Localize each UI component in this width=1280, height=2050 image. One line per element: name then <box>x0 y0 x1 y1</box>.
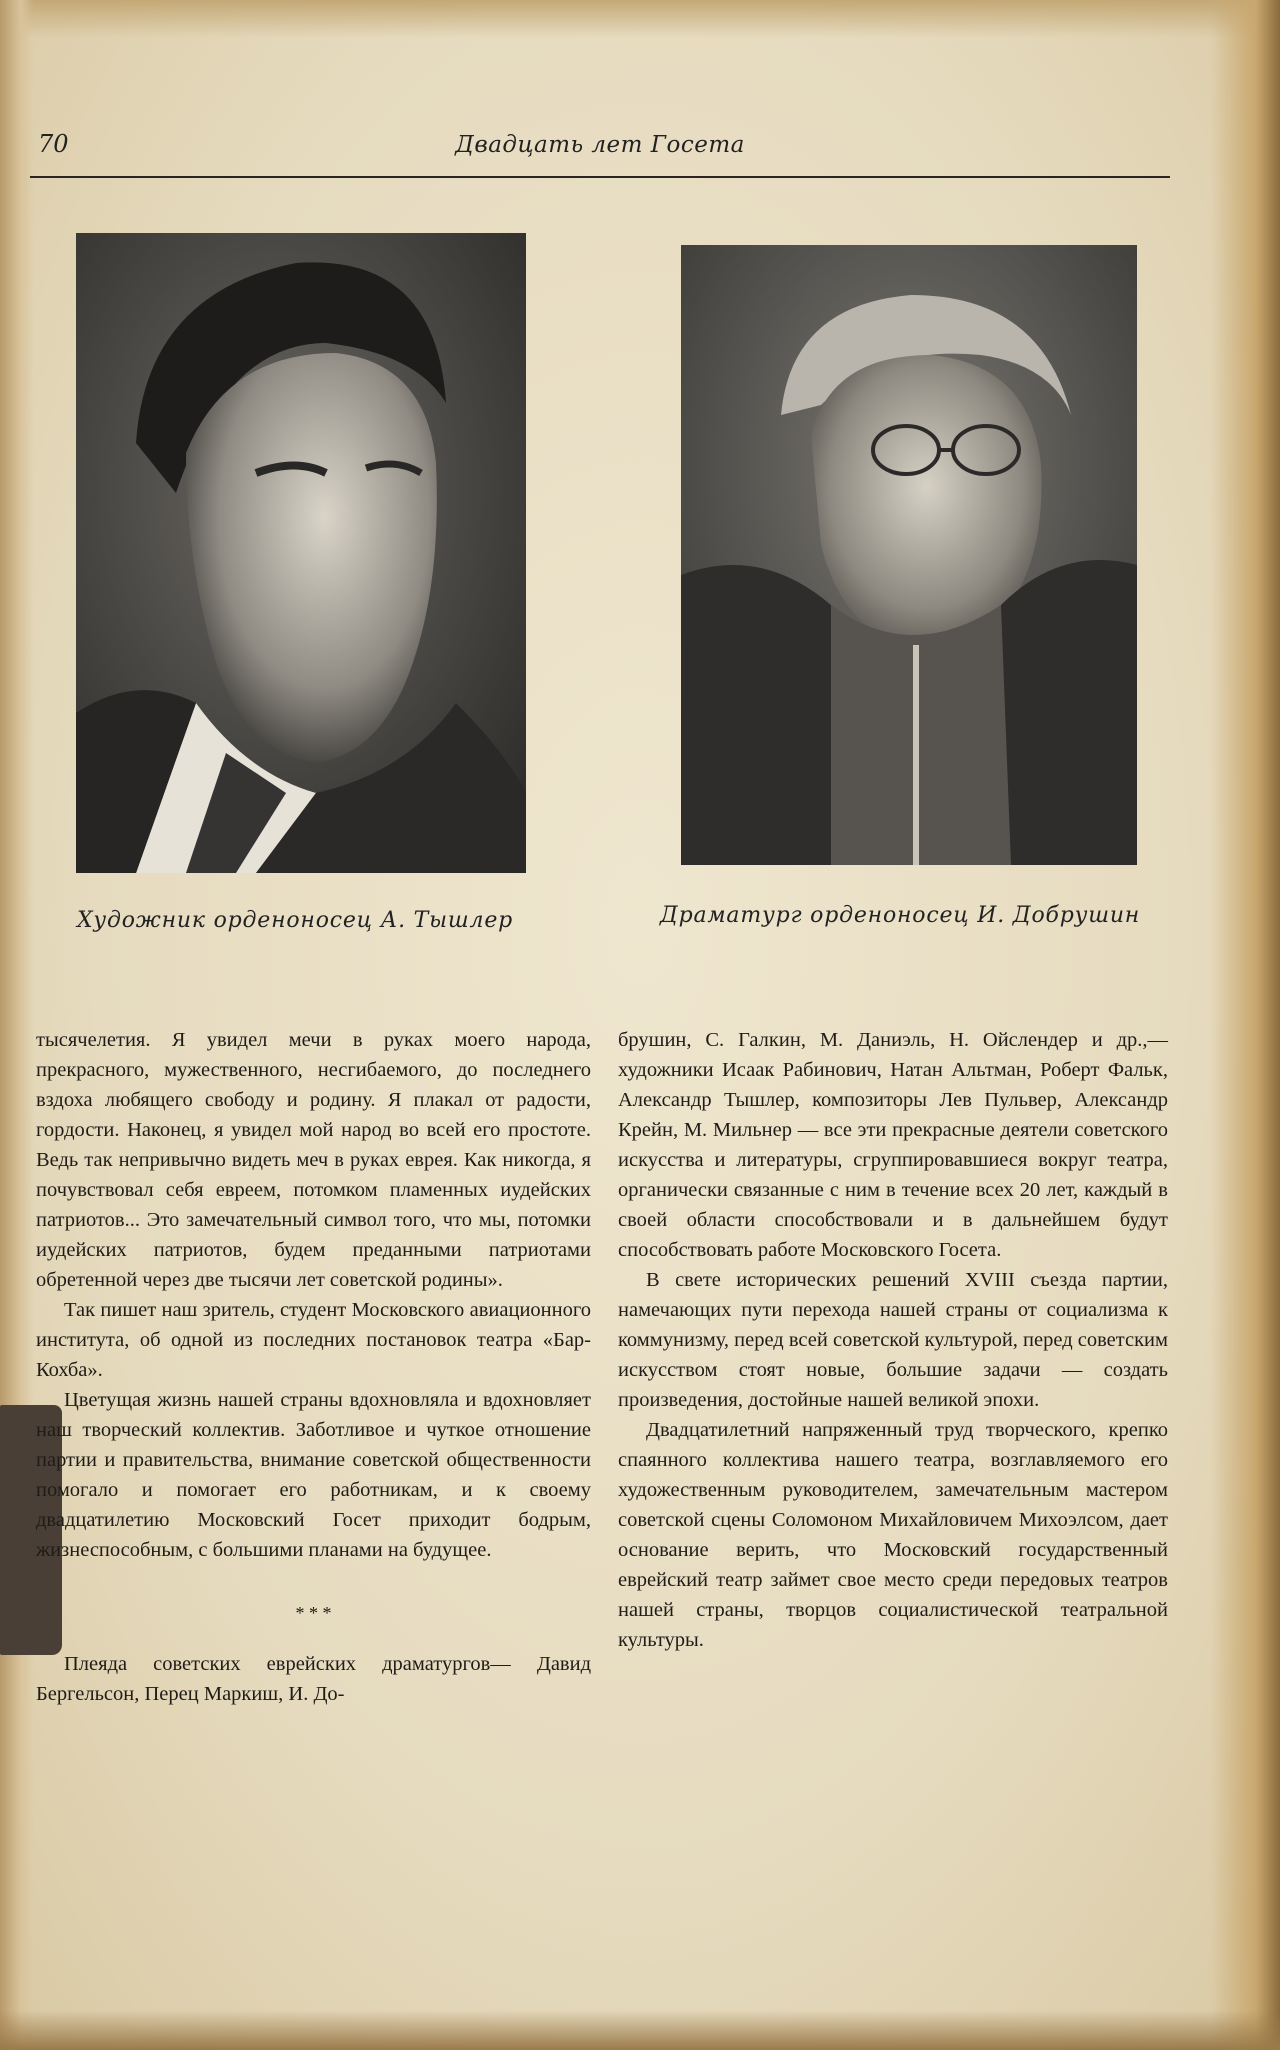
paragraph: В свете исторических решений XVIII съезда партии, намечающих пути перехода нашей страны от социализма к коммунизму, перед всей советской культурой, перед советским искусством стоят новые, большие задачи — создать произведения, достойные нашей великой эпохи. <box>618 1269 1168 1411</box>
caption-tyshler: Художник орденоносец А. Тышлер <box>76 908 514 933</box>
paragraph: брушин, С. Галкин, М. Даниэль, Н. Ойслендер и др.,— художники Исаак Рабинович, Натан Альтман, Роберт Фальк, Александр Тышлер, композиторы Лев Пульвер, Александр Крейн, М. Мильнер — все эти прекрасные деятели советского искусства и литературы, сгруппировавшиеся вокруг театра, органически связанные с ним в течение всех 20 лет, каждый в своей области способствовали и в дальнейшем будут способствовать работе Московского Госета. <box>618 1029 1168 1261</box>
right-column <box>618 1025 1168 1655</box>
left-column <box>36 1025 591 1709</box>
caption-dobrushin: Драматург орденоносец И. Добрушин <box>659 903 1141 928</box>
paragraph: Цветущая жизнь нашей страны вдохновляла и вдохновляет наш творческий коллектив. Заботливое и чуткое отношение партии и правительства, внимание советской общественности помогало и помогает его работникам, и к своему двадцатилетию Московский Госет приходит бодрым, жизнеспособным, с большими планами на будущее. <box>36 1389 591 1561</box>
paragraph: Двадцатилетний напряженный труд творческого, крепко спаянного коллектива нашего театра, возглавляемого его художественным руководителем, замечательным мастером советской сцены Соломоном Михайловичем Михоэлсом, дает основание верить, что Московский государственный еврейский театр займет свое место среди передовых театров нашей страны, творцов социалистической театральной культуры. <box>618 1419 1168 1651</box>
portrait-dobrushin <box>681 245 1137 865</box>
running-title: Двадцать лет Госета <box>455 132 745 158</box>
asterism-divider: * * * <box>295 1603 332 1623</box>
paragraph: Так пишет наш зритель, студент Московского авиационного института, об одной из последних постановок театра «Бар-Кохба». <box>36 1299 591 1381</box>
paragraph: тысячелетия. Я увидел мечи в руках моего народа, прекрасного, мужественного, несгибаемого, до последнего вздоха любящего свободу и родину. Я плакал от радости, гордости. Наконец, я увидел мой народ во всей его простоте. Ведь так непривычно видеть меч в руках еврея. Как никогда, я почувствовал себя евреем, потомком пламенных иудейских патриотов... Это замечательный символ того, что мы, потомки иудейских патриотов, будем преданными патриотами обретенной через две тысячи лет советской родины». <box>36 1029 591 1291</box>
paragraph: Плеяда советских еврейских драматургов— Давид Бергельсон, Перец Маркиш, И. До- <box>36 1653 591 1705</box>
page-number: 70 <box>38 130 69 158</box>
portrait-tyshler <box>76 233 526 873</box>
page-header <box>30 124 1170 178</box>
